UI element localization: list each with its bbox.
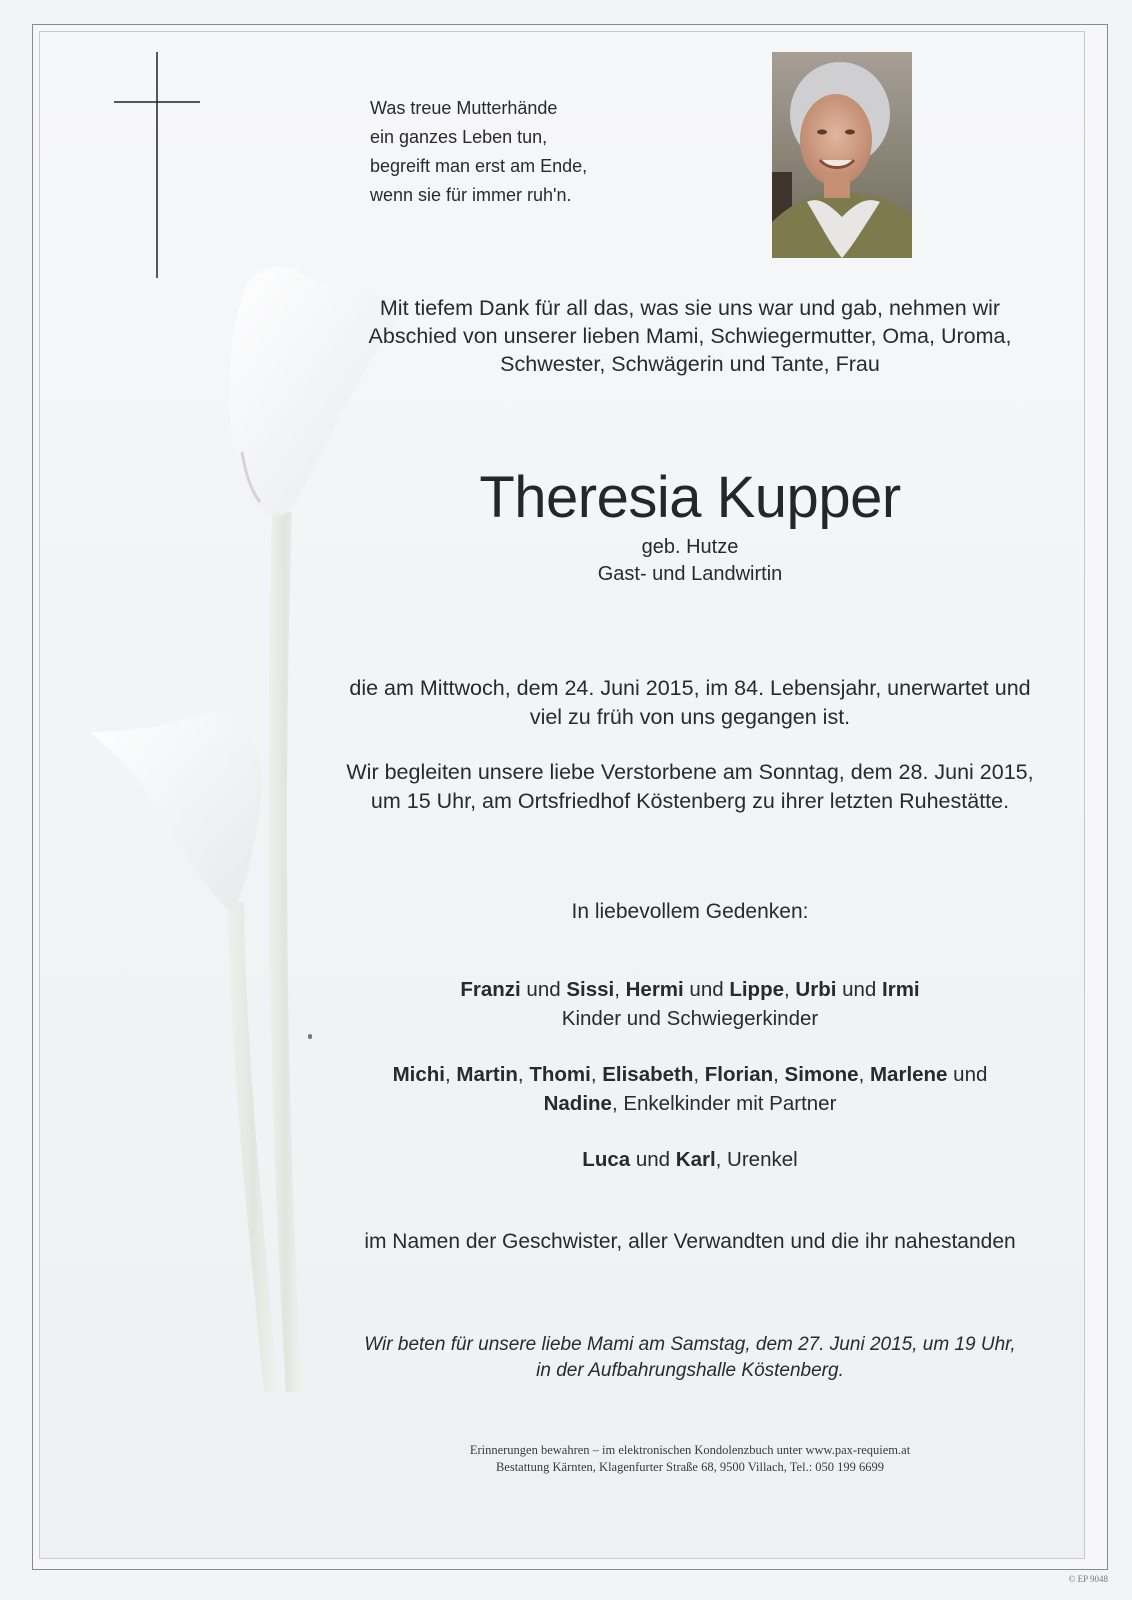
- person-name: Urbi: [795, 978, 837, 1001]
- person-name: Irmi: [882, 978, 920, 1001]
- person-name: Lippe: [729, 978, 785, 1001]
- person-name: Sissi: [566, 978, 615, 1001]
- intro-line: Mit tiefem Dank für all das, was sie uns war und gab, nehmen wir: [379, 296, 1001, 320]
- person-name: Marlene: [869, 1063, 948, 1086]
- obituary-inner-frame: [39, 31, 1085, 1559]
- behalf-line: im Namen der Geschwister, aller Verwandten und die ihr nahestanden: [364, 1230, 1016, 1253]
- poem-line: begreift man erst am Ende,: [370, 156, 588, 176]
- footer-line: Erinnerungen bewahren – im elektronischen Kondolenzbuch unter www.pax-requiem.at: [469, 1443, 911, 1457]
- person-name: Elisabeth: [602, 1063, 694, 1086]
- children-names: Franzi und Sissi, Hermi und Lippe, Urbi und Irmi: [460, 978, 920, 1001]
- funeral-line: Wir begleiten unsere liebe Verstorbene am Sonntag, dem 28. Juni 2015,: [346, 760, 1034, 784]
- funeral-notice: [340, 758, 1040, 816]
- person-name: Florian: [704, 1063, 774, 1086]
- death-notice: [340, 674, 1040, 732]
- print-code: © EP 9048: [1068, 1574, 1108, 1584]
- cross-icon: [112, 50, 202, 280]
- memory-heading: In liebevollem Gedenken:: [571, 900, 809, 923]
- poem-line: Was treue Mutterhände: [370, 98, 558, 118]
- stray-mark: [308, 1034, 312, 1039]
- occupation: Gast- und Landwirtin: [597, 563, 783, 585]
- person-name: Nadine: [543, 1091, 612, 1115]
- portrait-photo: [772, 52, 912, 258]
- deceased-details: [340, 534, 1040, 588]
- deceased-name: Theresia Kupper: [479, 465, 901, 530]
- poem-line: wenn sie für immer ruh'n.: [370, 185, 572, 205]
- grandchildren-role-line: Nadine, Enkelkinder mit Partner: [543, 1091, 837, 1115]
- great-grandchildren-names: Luca und Karl, Urenkel: [582, 1148, 798, 1171]
- person-name: Simone: [784, 1063, 859, 1086]
- death-notice-line: die am Mittwoch, dem 24. Juni 2015, im 84. Lebensjahr, unerwartet und: [349, 676, 1031, 700]
- prayer-line: Wir beten für unsere liebe Mami am Samstag, dem 27. Juni 2015, um 19 Uhr,: [364, 1334, 1016, 1355]
- intro-text: [340, 294, 1040, 378]
- person-name: Michi: [392, 1063, 446, 1086]
- grandchildren-names: Michi, Martin, Thomi, Elisabeth, Florian, Simone, Marlene und: [392, 1063, 988, 1086]
- prayer-notice: [340, 1332, 1040, 1384]
- person-name: Franzi: [460, 978, 521, 1001]
- children-group: [340, 976, 1040, 1033]
- prayer-line: in der Aufbahrungshalle Köstenberg.: [536, 1360, 844, 1381]
- person-name: Luca: [582, 1148, 631, 1171]
- poem-verse: [370, 94, 670, 210]
- person-name: Martin: [456, 1063, 518, 1086]
- intro-line: Schwester, Schwägerin und Tante, Frau: [500, 352, 880, 376]
- person-name: Karl: [675, 1148, 716, 1171]
- funeral-home-footer: [340, 1442, 1040, 1476]
- death-notice-line: viel zu früh von uns gegangen ist.: [529, 705, 851, 729]
- family-list: [340, 976, 1040, 1203]
- great-grandchildren-group: [340, 1146, 1040, 1175]
- grandchildren-group: [340, 1061, 1040, 1118]
- poem-line: ein ganzes Leben tun,: [370, 127, 548, 147]
- footer-line: Bestattung Kärnten, Klagenfurter Straße 68, 9500 Villach, Tel.: 050 199 6699: [495, 1460, 885, 1474]
- lily-stem-tall: [269, 512, 302, 1392]
- funeral-line: um 15 Uhr, am Ortsfriedhof Köstenberg zu ihrer letzten Ruhestätte.: [370, 789, 1010, 813]
- children-role: Kinder und Schwiegerkinder: [561, 1006, 819, 1030]
- obituary-sheet: [32, 24, 1108, 1570]
- intro-line: Abschied von unserer lieben Mami, Schwiegermutter, Oma, Uroma,: [368, 324, 1012, 348]
- person-name: Thomi: [529, 1063, 591, 1086]
- person-name: Hermi: [625, 978, 684, 1001]
- lily-flower-lower: [90, 712, 261, 912]
- birth-name: geb. Hutze: [641, 536, 739, 558]
